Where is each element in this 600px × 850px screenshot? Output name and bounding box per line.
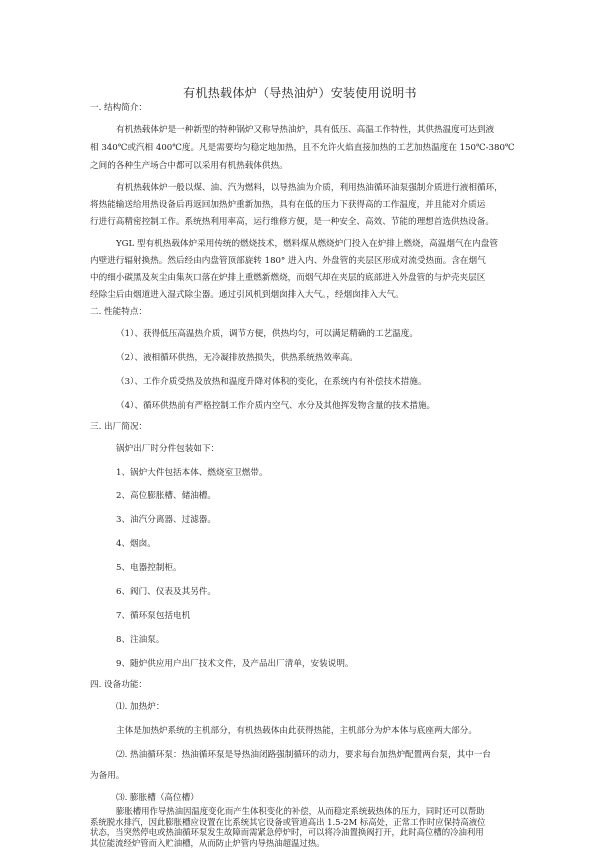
packing-item: 1、锅炉大件包括本体、燃烧室卫燃带。 <box>116 468 268 478</box>
section-heading: 二. 性能特点： <box>90 307 148 317</box>
packing-item: 6、阀门、仪表及其另件。 <box>116 587 216 597</box>
feature-item: （3）、工作介质受热及放热和温度升降对体积的变化，在系统内有补偿技术措施。 <box>116 377 427 387</box>
paragraph-line: 行进行高精密控制工作。系统热利用率高，运行维修方便，是一种安全、高效、节能的理想首选供热设备。 <box>90 217 494 227</box>
packing-item: 8、注油泵。 <box>116 635 165 645</box>
packing-item: 4、烟囱。 <box>116 539 156 549</box>
paragraph-line: 中的细小碳黑及灰尘由集灰口落在炉排上重燃新燃烧，而烟气却在夹层的底部进入外盘管的与炉壳夹层区 <box>90 273 486 283</box>
paragraph-line: 有机热载体炉一般以煤、油、汽为燃料，以导热油为介质，利用热油循环油泵强制介质进行液相循环， <box>116 183 503 193</box>
packing-item: 9、随炉供应用户出厂技术文件，及产品出厂清单，安装说明。 <box>116 659 354 669</box>
paragraph-line: YGL 型有机热载体炉采用传统的燃烧技术，燃料煤从燃烧炉门投入在炉排上燃烧，高温烟气在内盘管 <box>116 239 498 249</box>
function-text: 为备用。 <box>90 771 125 781</box>
packing-item: 3、油汽分离器、过滤器。 <box>116 515 216 525</box>
function-text: 膨胀槽用作导热油因温度变化而产生体积变化的补偿，从而稳定系统载热体的压力，同时还可以帮助 <box>116 806 485 816</box>
paragraph-line: 相 340℃或汽相 400℃度。凡是需要均匀稳定地加热，且不允许火焰直接加热的工艺加热温度在 150℃-380℃ <box>90 143 515 153</box>
paragraph-line: 之间的各种生产场合中都可以采用有机热载体供热。 <box>90 161 288 171</box>
section-heading: 四. 设备功能： <box>90 680 148 690</box>
feature-item: （2）、液相循环供热，无冷凝排放热损失，供热系统热效率高。 <box>116 353 358 363</box>
section-heading: 一. 结构简介： <box>90 103 148 113</box>
paragraph-line: 有机热载体炉是一种新型的特种锅炉又称导热油炉，具有低压、高温工作特性，其供热温度可达到液 <box>116 125 495 135</box>
paragraph-line: 内壁进行辐射换热。然后经由内盘管顶部旋转 180° 进入内、外盘管的夹层区形成对流受热面。含在烟气 <box>90 256 486 266</box>
function-title: ⑴. 加热炉： <box>116 702 165 712</box>
paragraph-line: 将热能输送给用热设备后再返回加热炉重新加热，具有在低的压力下获得高的工作温度，并且能对介质运 <box>90 200 486 210</box>
section-heading: 三. 出厂简况： <box>90 422 148 432</box>
function-text: 其位能流经炉管而入贮油槽，从而防止炉管内导热油超温过热。 <box>90 837 325 848</box>
packing-item: 5、电器控制柜。 <box>116 563 182 573</box>
feature-item: （1）、获得低压高温热介质，调节方便，供热均匀，可以满足精确的工艺温度。 <box>116 329 418 339</box>
packing-intro: 锅炉出厂时分件包装如下： <box>116 444 220 454</box>
function-title: ⑶. 膨胀槽（高位槽） <box>116 793 199 803</box>
function-text: ⑵. 热油循环泵：热油循环泵是导热油闭路强制循环的动力，要求每台加热炉配置两台泵，其中一台 <box>116 750 491 760</box>
document-title: 有机热载体炉（导热油炉）安装使用说明书 <box>183 86 417 100</box>
packing-item: 2、高位膨胀槽、储油槽。 <box>116 491 216 501</box>
feature-item: （4）、循环供热前有严格控制工作介质内空气、水分及其他挥发物含量的技术措施。 <box>116 401 436 411</box>
function-text: 状态，当突然停电或热油循环泵发生故障而需紧急停炉时，可以将冷油置换阀打开，此时高位槽的冷油利用 <box>90 827 484 837</box>
paragraph-line: 经除尘后由烟道进入湿式除尘器。通过引风机到烟囱排入大气。，经烟囱排入大气。 <box>90 290 404 300</box>
function-text: 主体是加热炉系统的主机部分，有机热载体由此获得热能，主机部分为炉本体与底座两大部分。 <box>116 726 477 736</box>
packing-item: 7、循环泵包括电机 <box>116 611 191 621</box>
function-text: 系统脱水排汽，因此膨胀槽应设置在比系统其它设备或管道高出 1.5-2M 标高处，正常工作时应保持高液位 <box>90 816 486 827</box>
